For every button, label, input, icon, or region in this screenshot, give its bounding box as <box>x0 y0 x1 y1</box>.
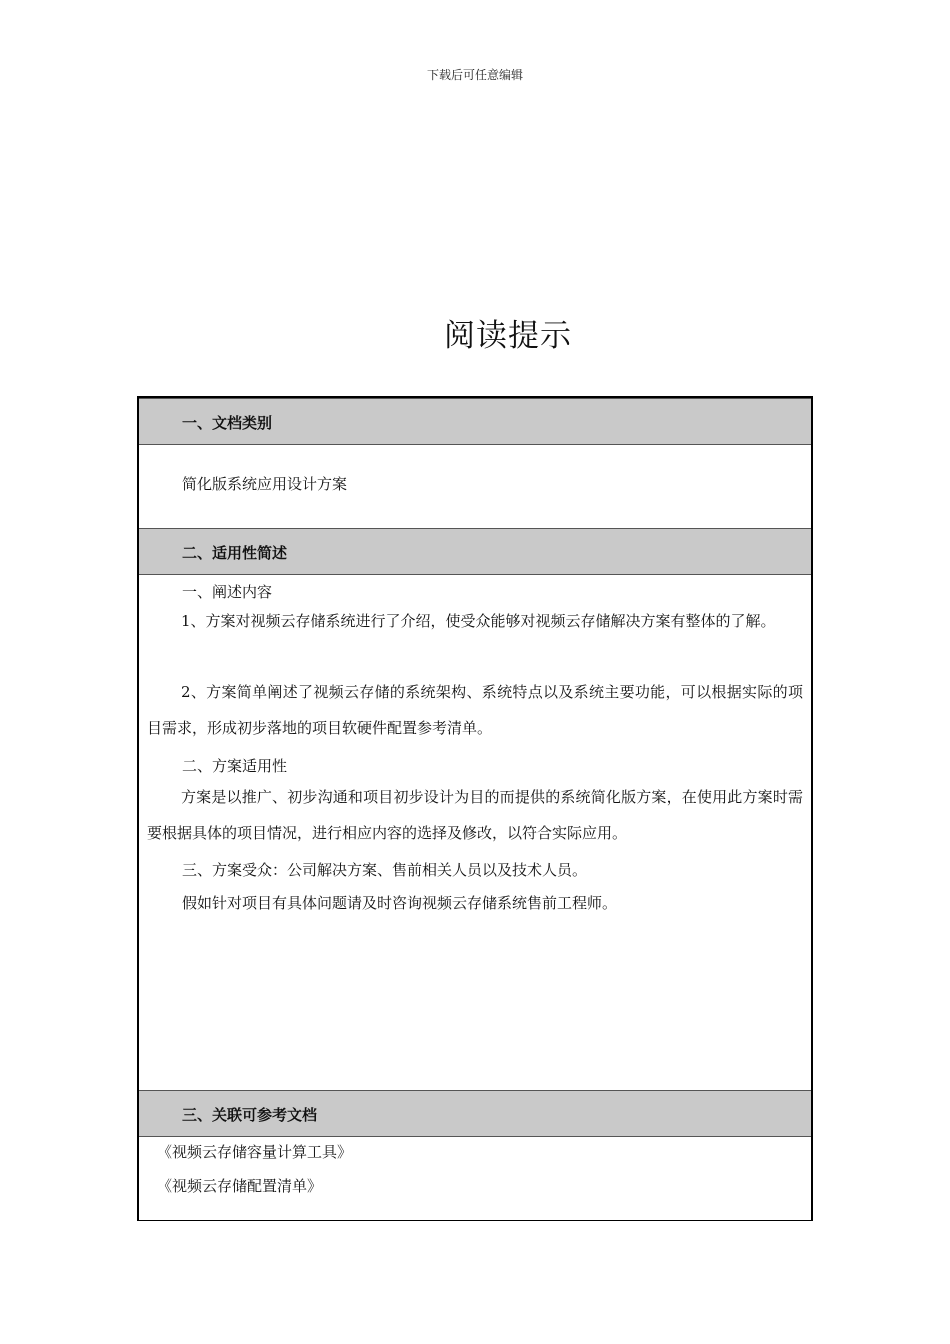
reference-doc-1: 《视频云存储容量计算工具》 <box>157 1143 353 1161</box>
section-1-heading: 一、文档类别 <box>182 414 273 432</box>
section-3-heading-row <box>139 1090 811 1137</box>
section-1-heading-row <box>139 398 811 445</box>
page-header-note: 下载后可任意编辑 <box>426 68 523 82</box>
reading-tips-table <box>137 396 813 1221</box>
audience-text: 三、方案受众：公司解决方案、售前相关人员以及技术人员。 <box>182 861 588 879</box>
contact-text: 假如针对项目有具体问题请及时咨询视频云存储系统售前工程师。 <box>182 894 618 912</box>
content-item-2: 2、方案简单阐述了视频云存储的系统架构、系统特点以及系统主要功能，可以根据实际的项目需求，形成初步落地的项目软硬件配置参考清单。 <box>147 683 803 737</box>
content-item-1: 1、方案对视频云存储系统进行了介绍，使受众能够对视频云存储解决方案有整体的了解。 <box>181 612 776 630</box>
section-2-heading-row <box>139 528 811 575</box>
section-3-heading: 三、关联可参考文档 <box>182 1106 318 1124</box>
document-title: 阅读提示 <box>444 318 572 354</box>
subheading-content: 一、阐述内容 <box>182 583 273 601</box>
subheading-applicability: 二、方案适用性 <box>182 757 288 775</box>
applicability-text: 方案是以推广、初步沟通和项目初步设计为目的而提供的系统简化版方案，在使用此方案时需要根据具体的项目情况，进行相应内容的选择及修改，以符合实际应用。 <box>147 788 803 842</box>
reference-doc-2: 《视频云存储配置清单》 <box>157 1177 323 1195</box>
document-category-text: 简化版系统应用设计方案 <box>182 475 348 493</box>
section-2-heading: 二、适用性简述 <box>182 544 288 562</box>
